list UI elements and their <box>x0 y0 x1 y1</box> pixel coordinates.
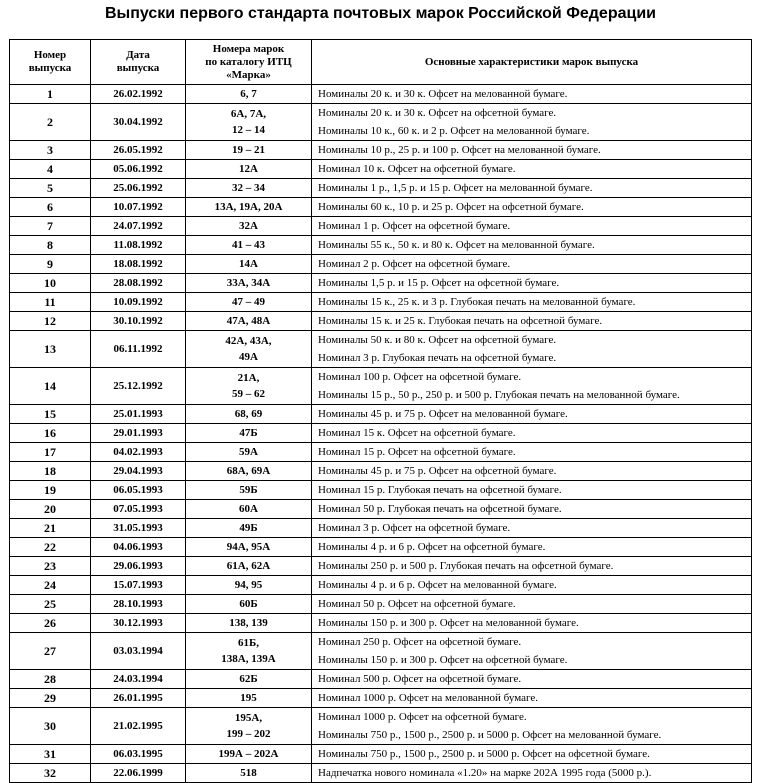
issue-date-cell: 10.09.1992 <box>91 293 186 312</box>
description-cell <box>312 689 752 708</box>
description-cell <box>312 538 752 557</box>
table-row <box>10 745 752 764</box>
issue-number-cell: 21 <box>10 519 91 538</box>
issue-date-cell: 25.01.1993 <box>91 405 186 424</box>
catalog-numbers-cell <box>186 500 312 519</box>
catalog-number-line: 518 <box>240 767 257 779</box>
description-line: Номиналы 10 р., 25 р. и 100 р. Офсет на мелованной бумаге. <box>318 144 601 156</box>
issue-number-cell: 29 <box>10 689 91 708</box>
table-row <box>10 633 752 670</box>
issue-date-cell: 26.02.1992 <box>91 85 186 104</box>
catalog-numbers-cell <box>186 217 312 236</box>
issue-date-cell: 15.07.1993 <box>91 576 186 595</box>
catalog-number-line: 60А <box>239 503 258 515</box>
issue-number-cell: 5 <box>10 179 91 198</box>
description-line: Номиналы 45 р. и 75 р. Офсет на офсетной бумаге. <box>318 465 557 477</box>
description-line: Номиналы 750 р., 1500 р., 2500 р. и 5000 р. Офсет на мелованной бумаге. <box>318 729 662 741</box>
description-line: Номинал 50 р. Глубокая печать на офсетной бумаге. <box>318 503 562 515</box>
description-line: Номинал 1 р. Офсет на офсетной бумаге. <box>318 220 511 232</box>
description-line: Номиналы 50 к. и 80 к. Офсет на офсетной бумаге. <box>318 334 557 346</box>
description-line: Номинал 15 р. Офсет на офсетной бумаге. <box>318 446 516 458</box>
description-line: Номиналы 15 р., 50 р., 250 р. и 500 р. Глубокая печать на мелованной бумаге. <box>318 389 680 401</box>
catalog-number-line: 13А, 19А, 20А <box>214 201 283 213</box>
description-cell <box>312 443 752 462</box>
issue-date-cell: 07.05.1993 <box>91 500 186 519</box>
catalog-number-line: 68, 69 <box>234 408 263 420</box>
issue-number-cell: 6 <box>10 198 91 217</box>
catalog-number-line: 62Б <box>239 673 258 685</box>
description-line: Номиналы 1 р., 1,5 р. и 15 р. Офсет на мелованной бумаге. <box>318 182 593 194</box>
description-cell <box>312 576 752 595</box>
issue-number-cell: 31 <box>10 745 91 764</box>
issue-date-cell: 06.03.1995 <box>91 745 186 764</box>
catalog-number-line: 49А <box>239 351 258 363</box>
description-line: Номиналы 4 р. и 6 р. Офсет на офсетной бумаге. <box>318 541 546 553</box>
catalog-numbers-cell <box>186 708 312 745</box>
issue-date-cell: 30.04.1992 <box>91 104 186 141</box>
description-line: Номинал 3 р. Офсет на офсетной бумаге. <box>318 522 511 534</box>
issue-date-cell: 06.11.1992 <box>91 331 186 368</box>
catalog-numbers-cell <box>186 614 312 633</box>
issue-date-cell: 30.10.1992 <box>91 312 186 331</box>
description-cell <box>312 764 752 783</box>
catalog-numbers-cell <box>186 255 312 274</box>
table-row <box>10 538 752 557</box>
issue-date-cell: 18.08.1992 <box>91 255 186 274</box>
issue-number-cell: 10 <box>10 274 91 293</box>
header-issue-date: Дата выпуска <box>91 40 186 85</box>
table-row <box>10 519 752 538</box>
table-row <box>10 274 752 293</box>
issue-number-cell: 12 <box>10 312 91 331</box>
catalog-number-line: 14А <box>239 258 258 270</box>
catalog-numbers-cell <box>186 424 312 443</box>
description-cell <box>312 633 752 670</box>
description-line: Номинал 10 к. Офсет на офсетной бумаге. <box>318 163 516 175</box>
catalog-numbers-cell <box>186 519 312 538</box>
description-cell <box>312 368 752 405</box>
catalog-number-line: 41 – 43 <box>232 239 265 251</box>
issue-number-cell: 17 <box>10 443 91 462</box>
table-row <box>10 481 752 500</box>
catalog-number-line: 42А, 43А, <box>225 335 272 347</box>
catalog-number-line: 138А, 139А <box>221 653 276 665</box>
description-line: Номиналы 4 р. и 6 р. Офсет на мелованной бумаге. <box>318 579 557 591</box>
table-row <box>10 368 752 405</box>
table-row <box>10 462 752 481</box>
description-cell <box>312 595 752 614</box>
description-line: Номиналы 1,5 р. и 15 р. Офсет на офсетной бумаге. <box>318 277 560 289</box>
description-cell <box>312 745 752 764</box>
description-cell <box>312 217 752 236</box>
issue-date-cell: 31.05.1993 <box>91 519 186 538</box>
issue-date-cell: 24.07.1992 <box>91 217 186 236</box>
issue-date-cell: 30.12.1993 <box>91 614 186 633</box>
header-catalog-numbers: Номера марок по каталогу ИТЦ «Марка» <box>186 40 312 85</box>
issue-number-cell: 14 <box>10 368 91 405</box>
catalog-numbers-cell <box>186 85 312 104</box>
issue-date-cell: 11.08.1992 <box>91 236 186 255</box>
table-row <box>10 764 752 783</box>
issue-date-cell: 10.07.1992 <box>91 198 186 217</box>
catalog-numbers-cell <box>186 405 312 424</box>
issue-date-cell: 22.06.1999 <box>91 764 186 783</box>
issue-number-cell: 23 <box>10 557 91 576</box>
description-line: Номиналы 45 р. и 75 р. Офсет на мелованной бумаге. <box>318 408 568 420</box>
description-line: Номинал 100 р. Офсет на офсетной бумаге. <box>318 371 522 383</box>
issue-date-cell: 21.02.1995 <box>91 708 186 745</box>
catalog-number-line: 68А, 69А <box>226 465 271 477</box>
description-line: Номинал 1000 р. Офсет на офсетной бумаге. <box>318 711 527 723</box>
issue-date-cell: 25.12.1992 <box>91 368 186 405</box>
description-line: Номинал 1000 р. Офсет на мелованной бумаге. <box>318 692 538 704</box>
catalog-number-line: 59 – 62 <box>232 388 265 400</box>
issue-number-cell: 7 <box>10 217 91 236</box>
table-row <box>10 500 752 519</box>
issue-number-cell: 32 <box>10 764 91 783</box>
catalog-numbers-cell <box>186 368 312 405</box>
issue-number-cell: 16 <box>10 424 91 443</box>
issue-number-cell: 1 <box>10 85 91 104</box>
catalog-numbers-cell <box>186 576 312 595</box>
description-cell <box>312 312 752 331</box>
description-line: Номиналы 250 р. и 500 р. Глубокая печать на офсетной бумаге. <box>318 560 614 572</box>
issue-date-cell: 03.03.1994 <box>91 633 186 670</box>
catalog-numbers-cell <box>186 462 312 481</box>
issue-number-cell: 15 <box>10 405 91 424</box>
issue-number-cell: 8 <box>10 236 91 255</box>
catalog-numbers-cell <box>186 141 312 160</box>
description-line: Номиналы 15 к. и 25 к. Глубокая печать на офсетной бумаге. <box>318 315 603 327</box>
table-row <box>10 160 752 179</box>
catalog-numbers-cell <box>186 481 312 500</box>
description-cell <box>312 293 752 312</box>
catalog-numbers-cell <box>186 312 312 331</box>
catalog-number-line: 195 <box>240 692 257 704</box>
description-cell <box>312 462 752 481</box>
description-cell <box>312 519 752 538</box>
header-description: Основные характеристики марок выпуска <box>312 40 752 85</box>
issue-date-cell: 06.05.1993 <box>91 481 186 500</box>
issue-date-cell: 05.06.1992 <box>91 160 186 179</box>
catalog-number-line: 195А, <box>234 712 263 724</box>
issue-number-cell: 18 <box>10 462 91 481</box>
description-cell <box>312 255 752 274</box>
description-cell <box>312 179 752 198</box>
catalog-numbers-cell <box>186 633 312 670</box>
catalog-numbers-cell <box>186 293 312 312</box>
table-row <box>10 141 752 160</box>
catalog-number-line: 199 – 202 <box>226 728 271 740</box>
catalog-numbers-cell <box>186 443 312 462</box>
table-row <box>10 443 752 462</box>
table-row <box>10 614 752 633</box>
table-row <box>10 689 752 708</box>
table-row <box>10 85 752 104</box>
issue-date-cell: 24.03.1994 <box>91 670 186 689</box>
catalog-number-line: 59Б <box>239 484 258 496</box>
description-line: Надпечатка нового номинала «1.20» на марке 202А 1995 года (5000 р.). <box>318 767 652 779</box>
catalog-numbers-cell <box>186 160 312 179</box>
issue-number-cell: 30 <box>10 708 91 745</box>
description-cell <box>312 481 752 500</box>
catalog-numbers-cell <box>186 104 312 141</box>
issue-date-cell: 28.10.1993 <box>91 595 186 614</box>
table-row <box>10 576 752 595</box>
catalog-number-line: 61Б, <box>237 637 260 649</box>
table-row <box>10 424 752 443</box>
catalog-number-line: 138, 139 <box>229 617 268 629</box>
issue-date-cell: 04.02.1993 <box>91 443 186 462</box>
issue-date-cell: 26.05.1992 <box>91 141 186 160</box>
description-line: Номиналы 150 р. и 300 р. Офсет на мелованной бумаге. <box>318 617 579 629</box>
table-row <box>10 312 752 331</box>
issue-number-cell: 2 <box>10 104 91 141</box>
table-row <box>10 236 752 255</box>
description-cell <box>312 160 752 179</box>
table-row <box>10 217 752 236</box>
description-line: Номиналы 20 к. и 30 к. Офсет на мелованной бумаге. <box>318 88 568 100</box>
description-cell <box>312 236 752 255</box>
issue-number-cell: 22 <box>10 538 91 557</box>
description-line: Номинал 2 р. Офсет на офсетной бумаге. <box>318 258 511 270</box>
catalog-number-line: 21А, <box>237 372 260 384</box>
description-line: Номинал 500 р. Офсет на офсетной бумаге. <box>318 673 522 685</box>
description-line: Номиналы 55 к., 50 к. и 80 к. Офсет на мелованной бумаге. <box>318 239 595 251</box>
header-issue-number: Номер выпуска <box>10 40 91 85</box>
table-row <box>10 104 752 141</box>
issue-number-cell: 19 <box>10 481 91 500</box>
description-line: Номиналы 60 к., 10 р. и 25 р. Офсет на офсетной бумаге. <box>318 201 584 213</box>
catalog-numbers-cell <box>186 274 312 293</box>
description-cell <box>312 104 752 141</box>
description-cell <box>312 670 752 689</box>
issue-number-cell: 9 <box>10 255 91 274</box>
catalog-number-line: 199А – 202А <box>218 748 279 760</box>
table-row <box>10 331 752 368</box>
issue-number-cell: 28 <box>10 670 91 689</box>
description-line: Номинал 50 р. Офсет на офсетной бумаге. <box>318 598 516 610</box>
table-header-row <box>10 40 752 85</box>
catalog-number-line: 47Б <box>239 427 258 439</box>
description-cell <box>312 424 752 443</box>
issue-number-cell: 4 <box>10 160 91 179</box>
catalog-number-line: 49Б <box>239 522 258 534</box>
issue-date-cell: 25.06.1992 <box>91 179 186 198</box>
description-line: Номинал 250 р. Офсет на офсетной бумаге. <box>318 636 522 648</box>
issue-number-cell: 11 <box>10 293 91 312</box>
table-row <box>10 708 752 745</box>
issue-number-cell: 3 <box>10 141 91 160</box>
catalog-number-line: 12А <box>239 163 258 175</box>
catalog-number-line: 6А, 7А, <box>230 108 267 120</box>
stamp-issues-table <box>9 39 752 783</box>
catalog-numbers-cell <box>186 595 312 614</box>
catalog-numbers-cell <box>186 198 312 217</box>
catalog-numbers-cell <box>186 538 312 557</box>
table-row <box>10 198 752 217</box>
issue-date-cell: 26.01.1995 <box>91 689 186 708</box>
description-cell <box>312 708 752 745</box>
issue-number-cell: 20 <box>10 500 91 519</box>
catalog-number-line: 32 – 34 <box>232 182 265 194</box>
description-cell <box>312 85 752 104</box>
issue-number-cell: 27 <box>10 633 91 670</box>
table-row <box>10 293 752 312</box>
issue-number-cell: 24 <box>10 576 91 595</box>
table-row <box>10 405 752 424</box>
catalog-number-line: 61А, 62А <box>226 560 271 572</box>
catalog-number-line: 47А, 48А <box>226 315 271 327</box>
issue-date-cell: 29.01.1993 <box>91 424 186 443</box>
catalog-number-line: 94А, 95А <box>226 541 271 553</box>
issue-date-cell: 29.04.1993 <box>91 462 186 481</box>
description-cell <box>312 141 752 160</box>
issue-number-cell: 26 <box>10 614 91 633</box>
table-row <box>10 255 752 274</box>
catalog-number-line: 94, 95 <box>234 579 263 591</box>
catalog-numbers-cell <box>186 557 312 576</box>
issue-number-cell: 13 <box>10 331 91 368</box>
description-line: Номиналы 20 к. и 30 к. Офсет на офсетной бумаге. <box>318 107 557 119</box>
table-row <box>10 595 752 614</box>
catalog-number-line: 12 – 14 <box>232 124 265 136</box>
catalog-numbers-cell <box>186 689 312 708</box>
catalog-number-line: 32А <box>239 220 258 232</box>
description-line: Номиналы 150 р. и 300 р. Офсет на офсетной бумаге. <box>318 654 568 666</box>
description-line: Номиналы 10 к., 60 к. и 2 р. Офсет на мелованной бумаге. <box>318 125 590 137</box>
catalog-numbers-cell <box>186 764 312 783</box>
table-row <box>10 670 752 689</box>
table-row <box>10 557 752 576</box>
description-cell <box>312 274 752 293</box>
catalog-numbers-cell <box>186 670 312 689</box>
catalog-number-line: 19 – 21 <box>232 144 265 156</box>
catalog-numbers-cell <box>186 745 312 764</box>
catalog-numbers-cell <box>186 179 312 198</box>
description-cell <box>312 405 752 424</box>
table-row <box>10 179 752 198</box>
catalog-numbers-cell <box>186 236 312 255</box>
catalog-number-line: 47 – 49 <box>232 296 265 308</box>
description-cell <box>312 500 752 519</box>
catalog-number-line: 33А, 34А <box>226 277 271 289</box>
description-line: Номиналы 750 р., 1500 р., 2500 р. и 5000 р. Офсет на офсетной бумаге. <box>318 748 650 760</box>
description-line: Номинал 15 к. Офсет на офсетной бумаге. <box>318 427 516 439</box>
description-line: Номиналы 15 к., 25 к. и 3 р. Глубокая печать на мелованной бумаге. <box>318 296 636 308</box>
description-cell <box>312 198 752 217</box>
issue-date-cell: 04.06.1993 <box>91 538 186 557</box>
catalog-number-line: 60Б <box>239 598 258 610</box>
catalog-number-line: 59А <box>239 446 258 458</box>
description-cell <box>312 331 752 368</box>
description-cell <box>312 614 752 633</box>
description-cell <box>312 557 752 576</box>
catalog-number-line: 6, 7 <box>240 88 257 100</box>
catalog-numbers-cell <box>186 331 312 368</box>
page-title: Выпуски первого стандарта почтовых марок Российской Федерации <box>104 5 656 22</box>
description-line: Номинал 3 р. Глубокая печать на офсетной бумаге. <box>318 352 557 364</box>
issue-number-cell: 25 <box>10 595 91 614</box>
issue-date-cell: 28.08.1992 <box>91 274 186 293</box>
issue-date-cell: 29.06.1993 <box>91 557 186 576</box>
description-line: Номинал 15 р. Глубокая печать на офсетной бумаге. <box>318 484 562 496</box>
